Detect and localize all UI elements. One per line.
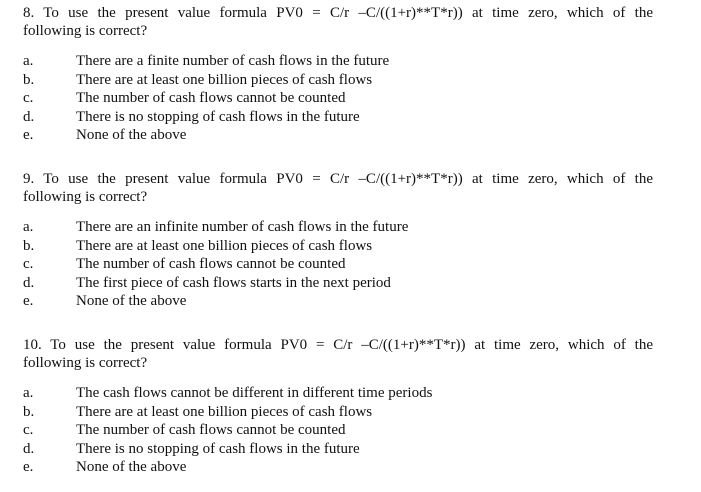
option-text: There is no stopping of cash flows in the future [76, 440, 360, 457]
option-text: None of the above [76, 127, 187, 143]
question-10 [23, 336, 653, 492]
option-letter: a. [23, 385, 34, 401]
question-line-2: following is correct? [23, 355, 148, 371]
option-text: There are at least one billion pieces of cash flows [76, 71, 373, 88]
option-b [23, 403, 653, 422]
option-a [23, 52, 653, 71]
option-letter: a. [23, 53, 34, 69]
option-e [23, 126, 653, 145]
answer-options [23, 384, 653, 477]
option-c [23, 421, 653, 440]
question-9 [23, 170, 653, 326]
option-text: There are at least one billion pieces of cash flows [76, 237, 373, 254]
question-line-2: following is correct? [23, 189, 148, 205]
option-letter: b. [23, 403, 35, 420]
option-letter: d. [23, 274, 35, 291]
option-c [23, 255, 653, 274]
option-text: The first piece of cash flows starts in the next period [76, 274, 391, 291]
option-letter: e. [23, 459, 34, 475]
option-letter: a. [23, 219, 34, 235]
question-text [23, 170, 653, 206]
option-text: The number of cash flows cannot be counted [76, 90, 346, 106]
option-d [23, 108, 653, 127]
option-text: There are an infinite number of cash flows in the future [76, 219, 409, 235]
option-letter: b. [23, 71, 35, 88]
option-b [23, 71, 653, 90]
option-letter: c. [23, 422, 34, 438]
question-line-2: following is correct? [23, 23, 148, 39]
option-b [23, 237, 653, 256]
answer-options [23, 52, 653, 145]
option-text: There are a finite number of cash flows in the future [76, 53, 390, 69]
option-letter: b. [23, 237, 35, 254]
option-text: None of the above [76, 459, 187, 475]
question-line-1: 10. To use the present value formula PV0 = C/r –C/((1+r)**T*r)) at time zero, which of the [23, 337, 653, 353]
question-text [23, 336, 653, 372]
option-e [23, 458, 653, 477]
question-8 [23, 4, 653, 160]
option-text: There is no stopping of cash flows in the future [76, 108, 360, 125]
option-letter: e. [23, 127, 34, 143]
question-line-1: 8. To use the present value formula PV0 = C/r –C/((1+r)**T*r)) at time zero, which of the [23, 5, 653, 21]
option-a [23, 384, 653, 403]
option-letter: c. [23, 90, 34, 106]
option-d [23, 440, 653, 459]
question-line-1: 9. To use the present value formula PV0 = C/r –C/((1+r)**T*r)) at time zero, which of the [23, 171, 653, 187]
option-letter: e. [23, 293, 34, 309]
option-letter: d. [23, 440, 35, 457]
option-letter: c. [23, 256, 34, 272]
option-letter: d. [23, 108, 35, 125]
option-d [23, 274, 653, 293]
answer-options [23, 218, 653, 311]
option-text: The number of cash flows cannot be counted [76, 422, 346, 438]
option-text: The number of cash flows cannot be counted [76, 256, 346, 272]
option-text: None of the above [76, 293, 187, 309]
option-e [23, 292, 653, 311]
option-text: There are at least one billion pieces of cash flows [76, 403, 373, 420]
option-text: The cash flows cannot be different in different time periods [76, 385, 433, 401]
option-c [23, 89, 653, 108]
option-a [23, 218, 653, 237]
question-text [23, 4, 653, 40]
